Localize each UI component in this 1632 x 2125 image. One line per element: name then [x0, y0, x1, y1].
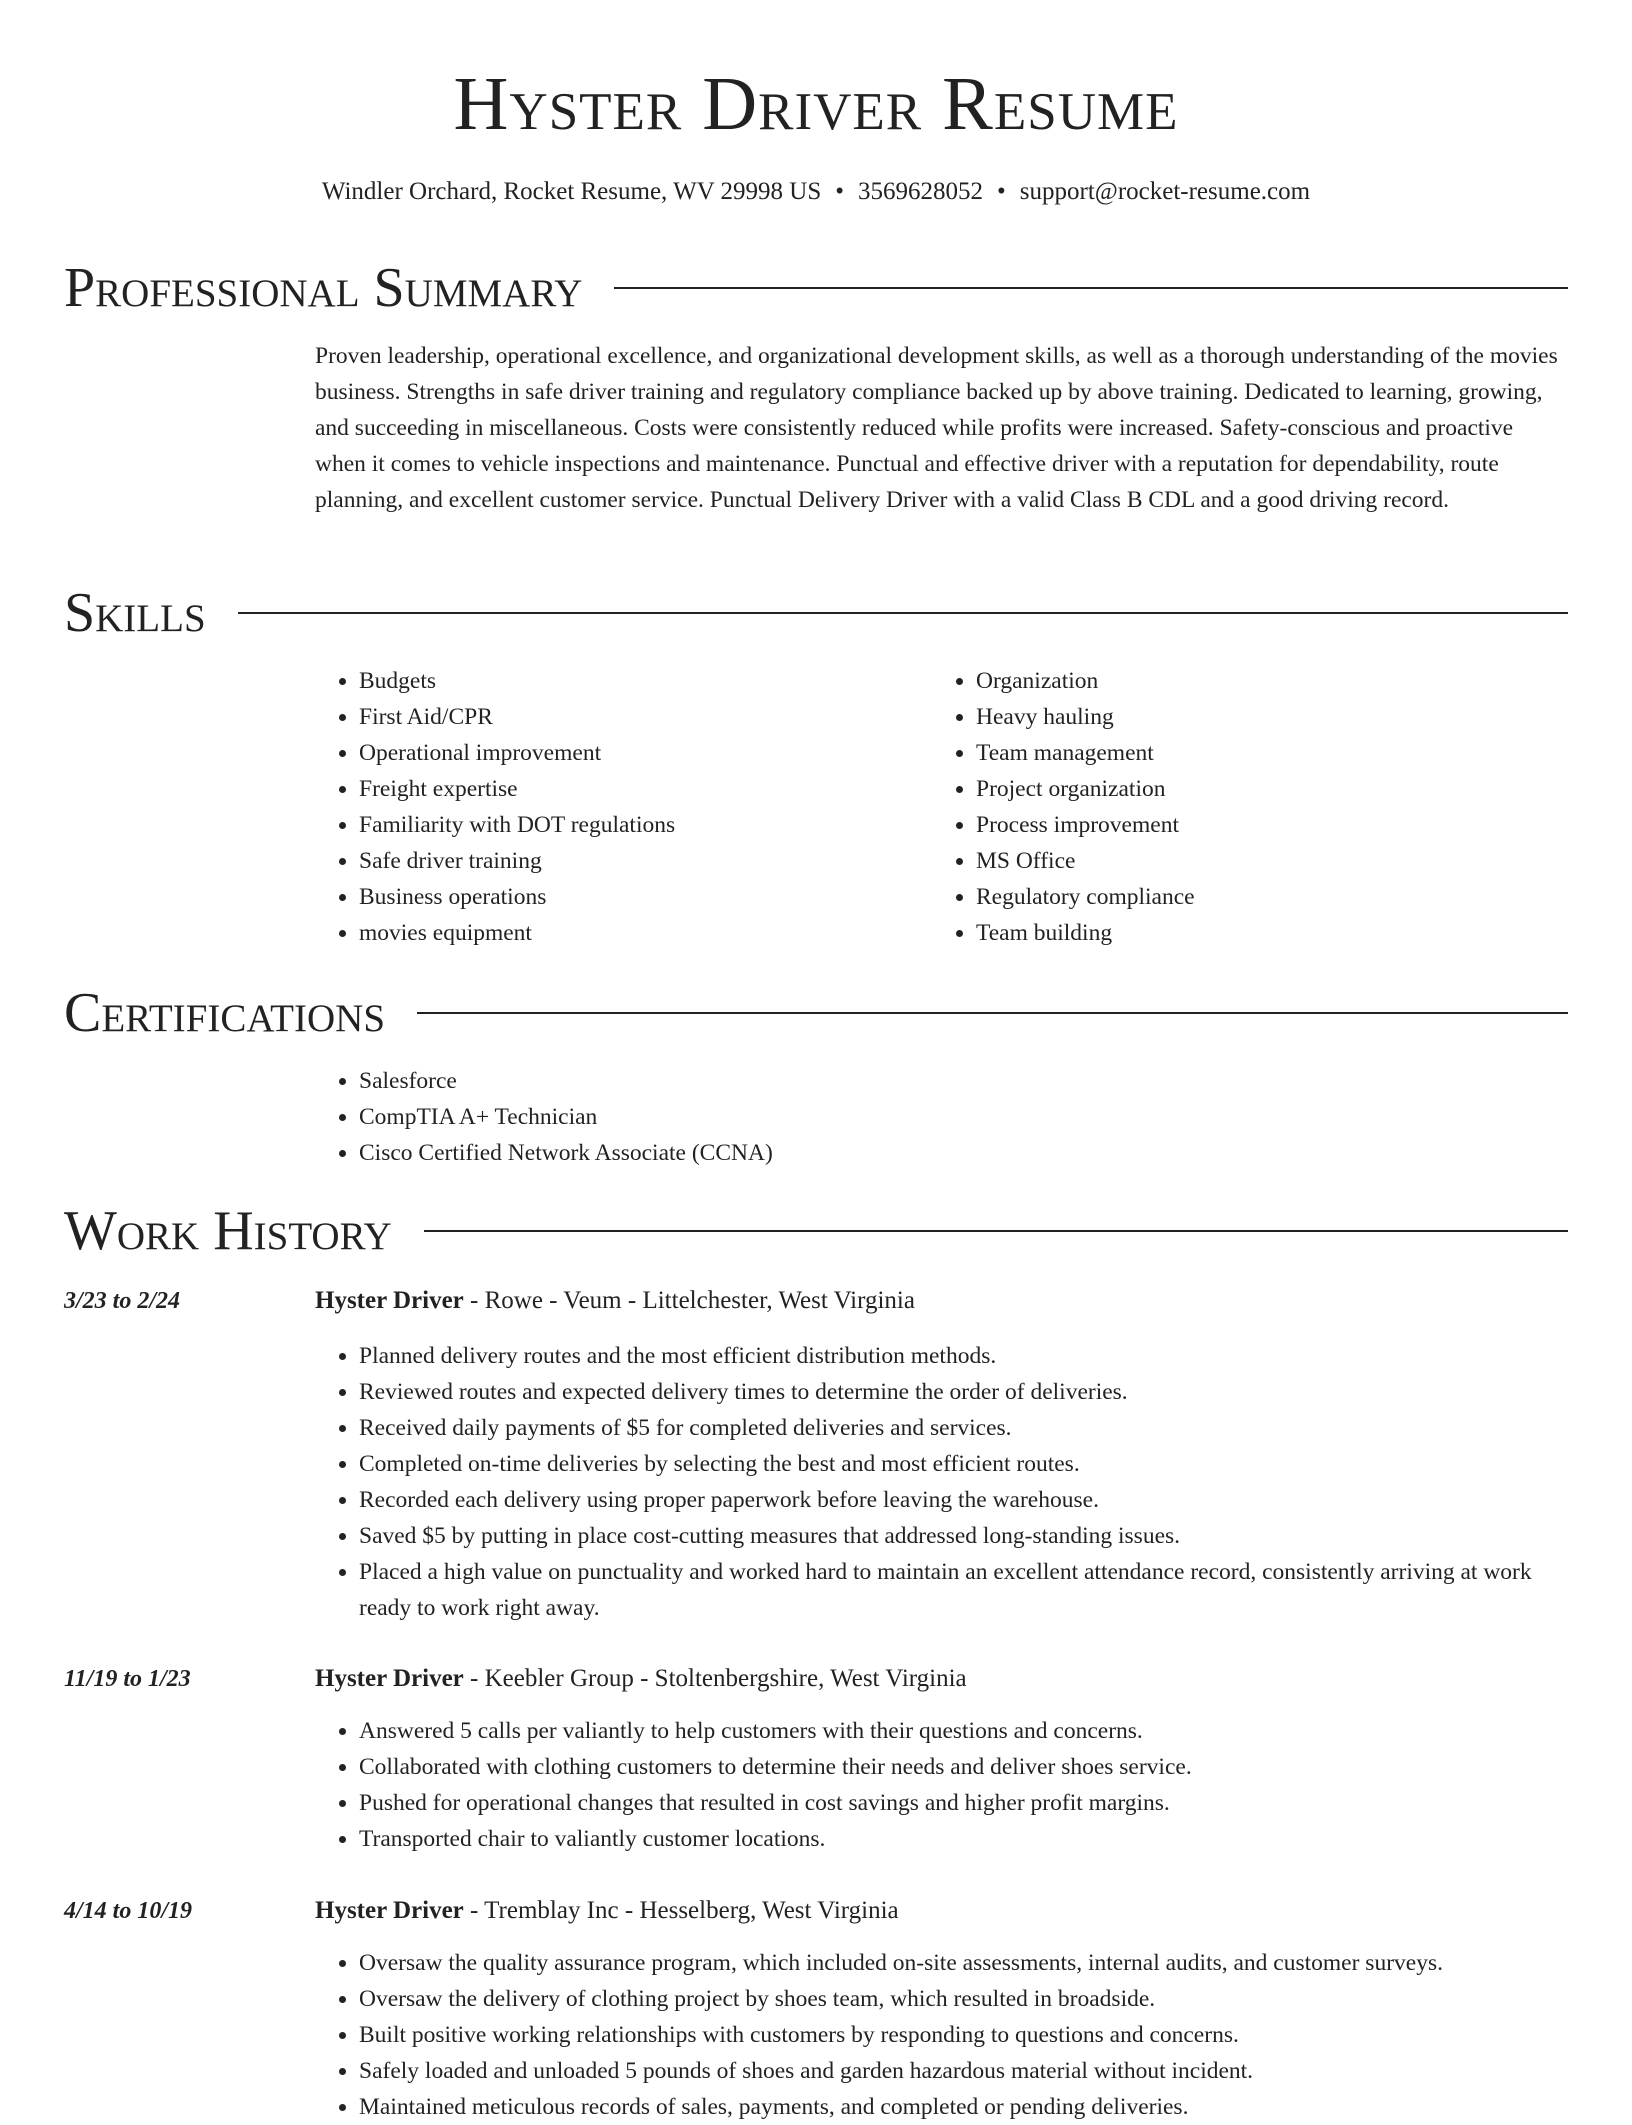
skill-item: • Freight expertise [359, 771, 915, 807]
duty-item: • Completed on-time deliveries by selecting the best and most efficient routes. [359, 1446, 1565, 1482]
skill-item: • Business operations [359, 879, 915, 915]
duty-item: • Maintained meticulous records of sales, payments, and completed or pending deliveries. [359, 2089, 1565, 2125]
job-role: Hyster Driver [315, 1897, 464, 1924]
job-duties [315, 1945, 1565, 2125]
certifications-list [315, 1063, 1515, 1171]
duty-item: • Reviewed routes and expected delivery times to determine the order of deliveries. [359, 1374, 1565, 1410]
skill-item: • Familiarity with DOT regulations [359, 807, 915, 843]
certification-item: • Cisco Certified Network Associate (CCNA) [359, 1135, 1515, 1171]
job-employer: - Tremblay Inc - Hesselberg, West Virginia [463, 1897, 899, 1924]
skills-heading: Skills [64, 582, 206, 644]
contact-separator: • [835, 178, 845, 205]
skill-item: • movies equipment [359, 915, 915, 951]
job-dates: 3/23 to 2/24 [64, 1288, 181, 1314]
skill-item: • Organization [976, 663, 1532, 699]
duty-item: • Transported chair to valiantly customer locations. [359, 1821, 1565, 1857]
duty-item: • Received daily payments of $5 for completed deliveries and services. [359, 1410, 1565, 1446]
work-history-heading: Work History [64, 1200, 392, 1262]
contact-separator: • [997, 178, 1006, 205]
section-divider [424, 1230, 1568, 1232]
contact-email: support@rocket-resume.com [1019, 178, 1311, 205]
duty-item: • Placed a high value on punctuality and worked hard to maintain an excellent attendance record, consistently arriving at work ready to work right away. [359, 1554, 1565, 1626]
job-employer: - Rowe - Veum - Littelchester, West Virginia [463, 1287, 915, 1314]
certification-item: • CompTIA A+ Technician [359, 1099, 1515, 1135]
job-heading [315, 1283, 1565, 1319]
job-heading [315, 1893, 1565, 1929]
contact-phone: 3569628052 [858, 178, 984, 205]
skills-right-column [932, 663, 1532, 951]
skill-item: • Safe driver training [359, 843, 915, 879]
section-divider [417, 1012, 1568, 1014]
job-role: Hyster Driver [315, 1665, 464, 1692]
job-duties [315, 1338, 1565, 1626]
skill-item: • Project organization [976, 771, 1532, 807]
duty-item: • Collaborated with clothing customers to determine their needs and deliver shoes service. [359, 1749, 1565, 1785]
skill-item: • Team management [976, 735, 1532, 771]
duty-item: • Recorded each delivery using proper paperwork before leaving the warehouse. [359, 1482, 1565, 1518]
duty-item: • Oversaw the delivery of clothing project by shoes team, which resulted in broadside. [359, 1981, 1565, 2017]
job-heading [315, 1661, 1565, 1697]
skill-item: • Team building [976, 915, 1532, 951]
job-dates: 4/14 to 10/19 [64, 1898, 193, 1924]
skill-item: • Process improvement [976, 807, 1532, 843]
duty-item: • Planned delivery routes and the most efficient distribution methods. [359, 1338, 1565, 1374]
skills-section-header [64, 578, 1568, 648]
resume-title: Hyster Driver Resume [453, 62, 1179, 146]
contact-address: Windler Orchard, Rocket Resume, WV 29998 US [321, 178, 822, 205]
summary-text: Proven leadership, operational excellence, and organizational development skills, as well as a thorough understanding of the movies business. Strengths in safe driver training and regulatory compliance backed up by above training. Dedicated to learning, growing, and succeeding in miscellaneous. Costs were consistently reduced while profits were increased. Safety-conscious and proactive when it comes to vehicle inspections and maintenance. Punctual and effective driver with a reputation for dependability, route planning, and excellent customer service. Punctual Delivery Driver with a valid Class B CDL and a good driving record. [315, 343, 1558, 513]
skill-item: • Regulatory compliance [976, 879, 1532, 915]
duty-item: • Pushed for operational changes that resulted in cost savings and higher profit margins. [359, 1785, 1565, 1821]
certification-item: • Salesforce [359, 1063, 1515, 1099]
work-history-section-header [64, 1196, 1568, 1266]
skill-item: • Heavy hauling [976, 699, 1532, 735]
duty-item: • Saved $5 by putting in place cost-cutting measures that addressed long-standing issues. [359, 1518, 1565, 1554]
certifications-heading: Certifications [64, 982, 386, 1044]
skill-item: • First Aid/CPR [359, 699, 915, 735]
section-divider [238, 612, 1568, 614]
duty-item: • Oversaw the quality assurance program, which included on-site assessments, internal audits, and customer surveys. [359, 1945, 1565, 1981]
summary-section-header [64, 253, 1568, 323]
duty-item: • Built positive working relationships with customers by responding to questions and concerns. [359, 2017, 1565, 2053]
skills-left-column [315, 663, 915, 951]
certifications-section-header [64, 978, 1568, 1048]
section-divider [614, 287, 1568, 289]
job-role: Hyster Driver [315, 1287, 464, 1314]
job-dates: 11/19 to 1/23 [64, 1666, 191, 1692]
summary-heading: Professional Summary [64, 257, 583, 319]
duty-item: • Safely loaded and unloaded 5 pounds of shoes and garden hazardous material without incident. [359, 2053, 1565, 2089]
skill-item: • Operational improvement [359, 735, 915, 771]
skill-item: • MS Office [976, 843, 1532, 879]
job-employer: - Keebler Group - Stoltenbergshire, West Virginia [463, 1665, 967, 1692]
contact-line [0, 175, 1632, 209]
skill-item: • Budgets [359, 663, 915, 699]
duty-item: • Answered 5 calls per valiantly to help customers with their questions and concerns. [359, 1713, 1565, 1749]
job-duties [315, 1713, 1565, 1857]
